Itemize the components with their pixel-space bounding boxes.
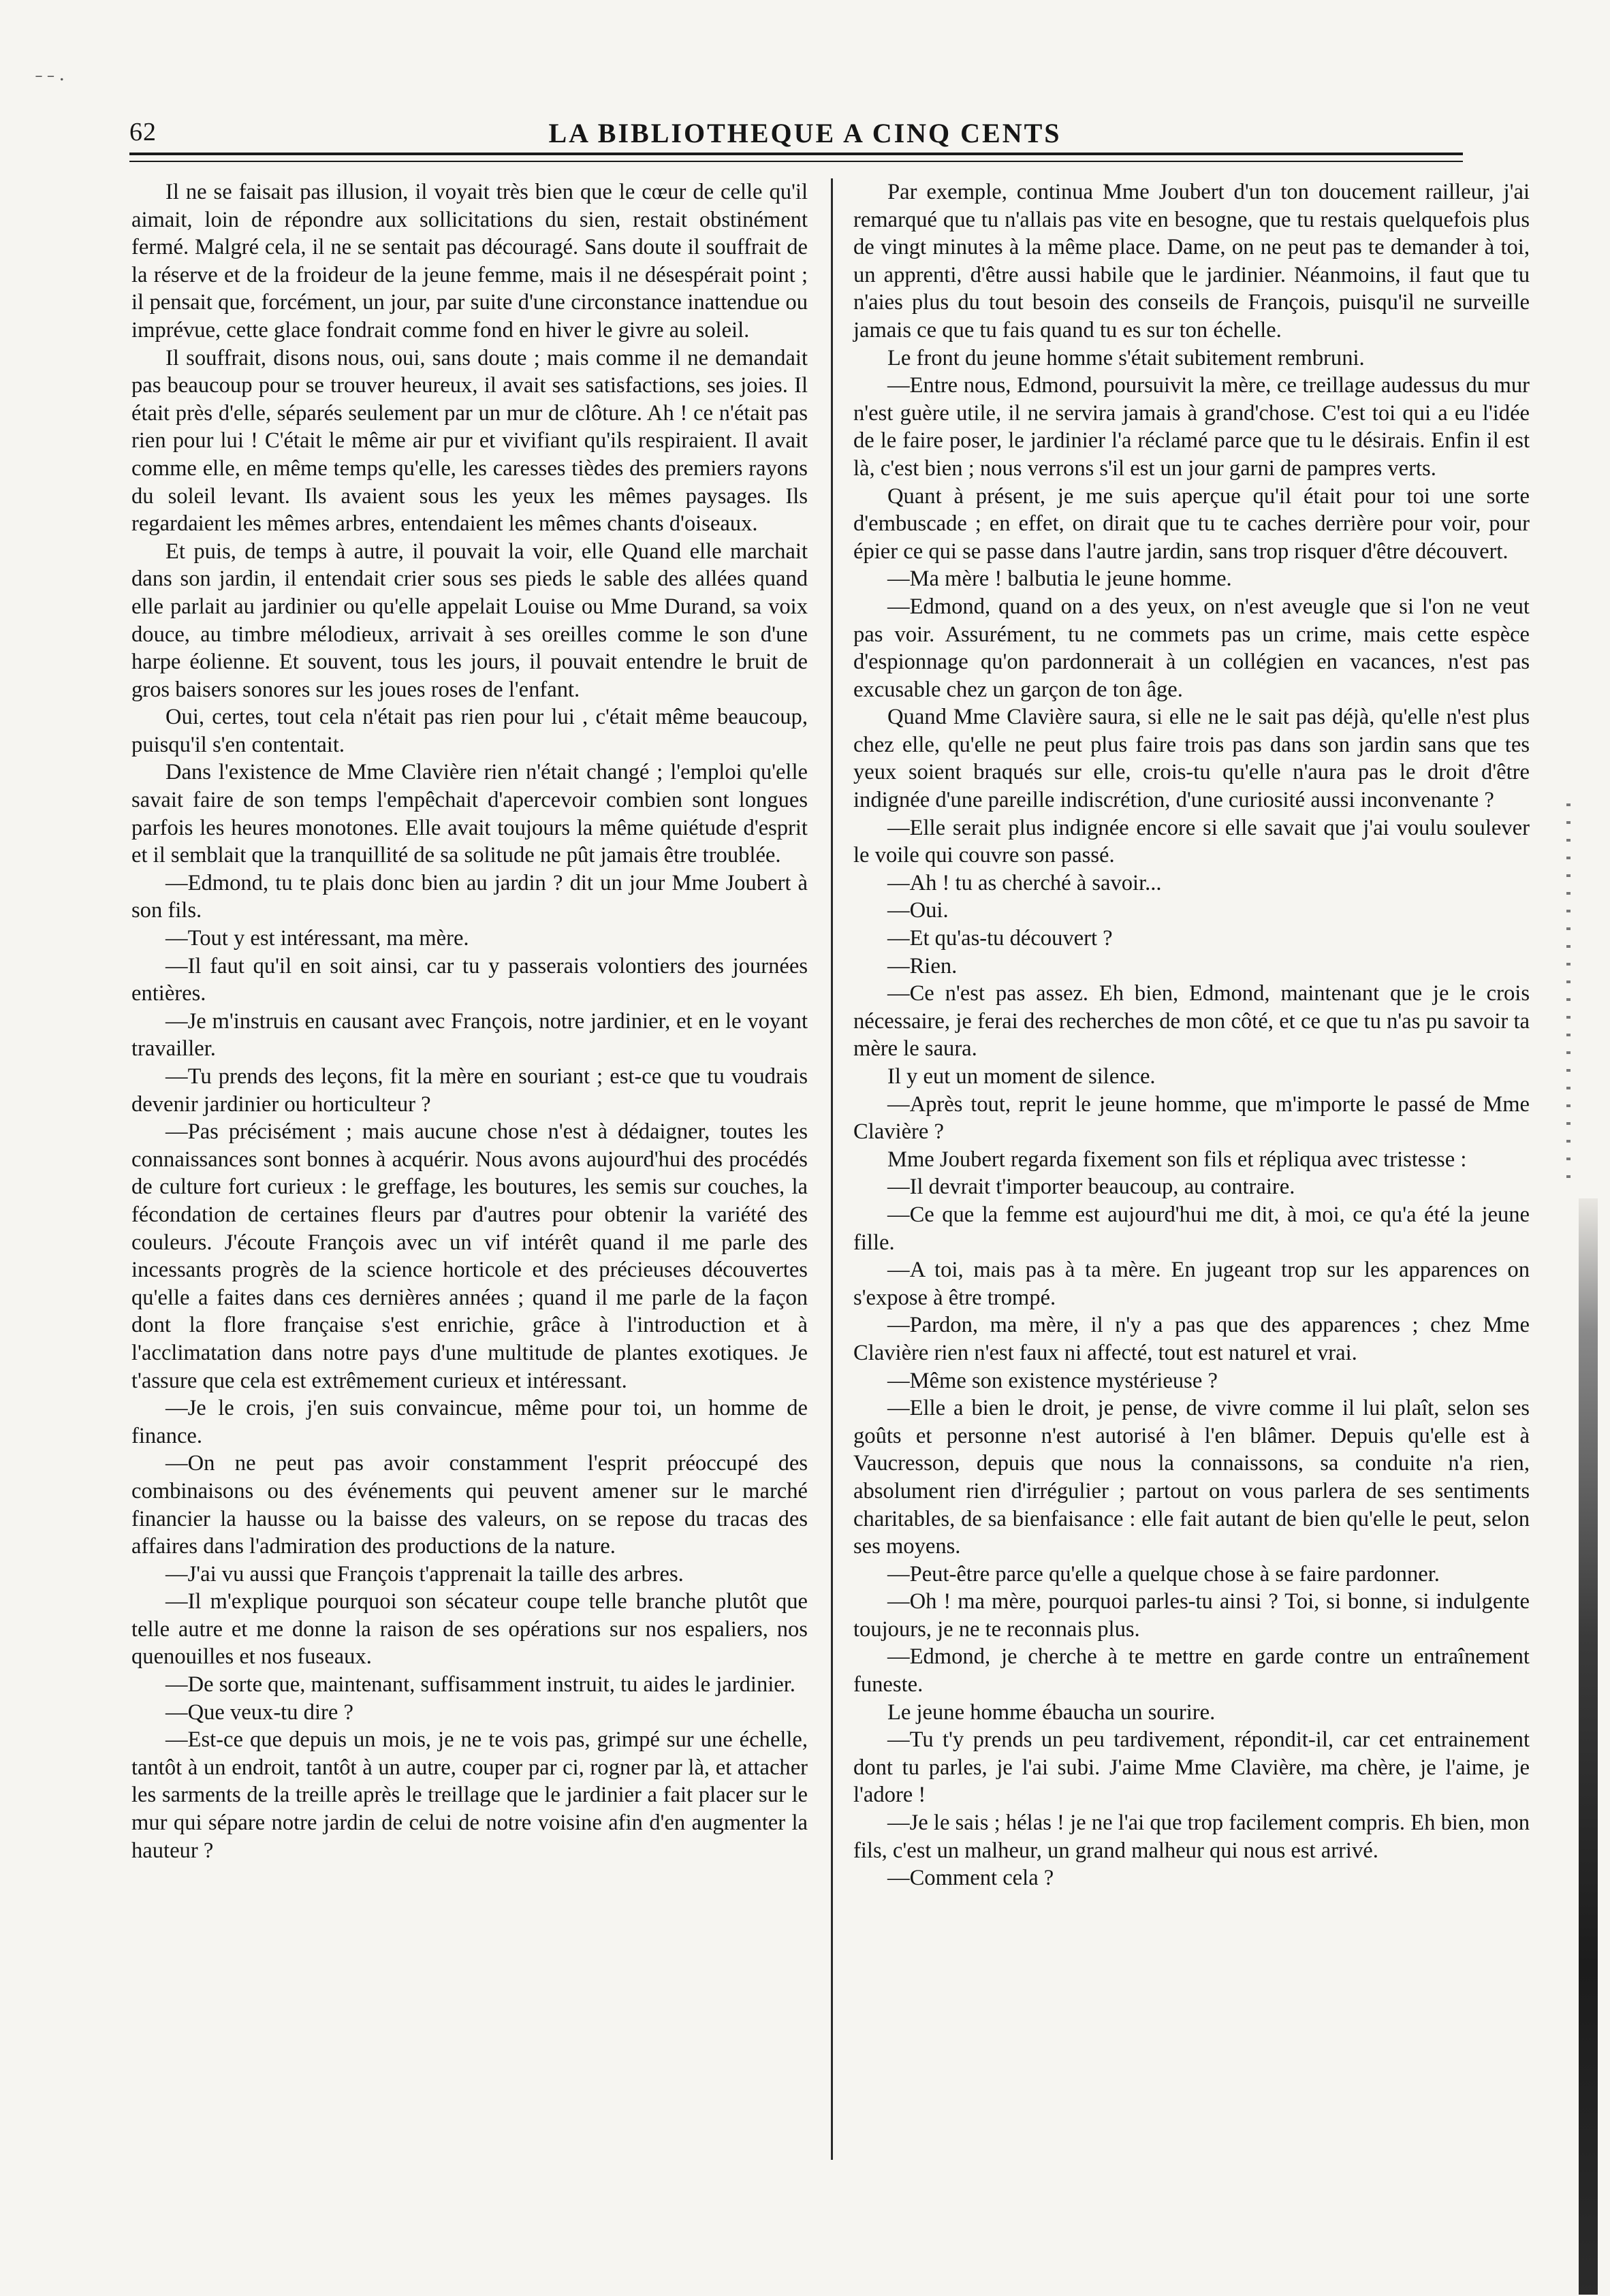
paragraph: Dans l'existence de Mme Clavière rien n'était changé ; l'emploi qu'elle savait faire de son temps l'empêchait d'apercevoir combien sont longues parfois les heures monotones. Elle avait toujours la même quiétude d'esprit et il semblait que la tranquillité de sa solitude ne pût jamais être troublée. xyxy=(131,760,808,868)
paragraph: —Pas précisément ; mais aucune chose n'est à dédaigner, toutes les connaissances sont bonnes à acquérir. Nous avons aujourd'hui des procédés de culture fort curieux : le greffage, les boutures, les semis sur couches, la fécondation de certaines fleurs par d'autres pour obtenir la variété des couleurs. J'écoute François avec un vif intérêt quand il me parle des incessants progrès de la science horticole et des précieuses découvertes qu'elle a faites dans ces dernières années ; quand il me parle de la façon dont la flore française s'est enrichie, grâce à l'introduction et à l'acclimatation dans notre pays d'une multitude de plantes exotiques. Je t'assure que cela est extrêmement curieux et intéressant. xyxy=(131,1119,808,1393)
paragraph: —Il m'explique pourquoi son sécateur coupe telle branche plutôt que telle autre et me donne la raison de ses opérations sur nos espaliers, nos quenouilles et nos fuseaux. xyxy=(131,1589,808,1670)
paragraph: Par exemple, continua Mme Joubert d'un ton doucement railleur, j'ai remarqué que tu n'allais pas vite en besogne, que tu restais quelquefois plus de vingt minutes à la même place. Dame, on ne peut pas te demander à toi, un apprenti, d'être aussi habile que le jardinier. Néanmoins, il faut que tu n'aies plus du tout besoin des conseils de François, puisqu'il ne surveille jamais ce que tu fais quand tu es sur ton échelle. xyxy=(853,180,1530,342)
paragraph: —Oh ! ma mère, pourquoi parles-tu ainsi ? Toi, si bonne, si indulgente toujours, je ne te reconnais plus. xyxy=(853,1589,1530,1642)
page-number: 62 xyxy=(129,118,157,146)
paragraph: Il y eut un moment de silence. xyxy=(887,1064,1156,1089)
paragraph: —Ce n'est pas assez. Eh bien, Edmond, maintenant que je le crois nécessaire, je ferai des recherches de mon côté, et ce que tu n'as pu savoir ta mère le saura. xyxy=(853,981,1530,1062)
paragraph: —Tout y est intéressant, ma mère. xyxy=(165,926,469,951)
paragraph: —Ah ! tu as cherché à savoir... xyxy=(887,870,1162,895)
paragraph: —Je le sais ; hélas ! je ne l'ai que trop facilement compris. Eh bien, mon fils, c'est un malheur, un grand malheur qui nous est arrivé. xyxy=(853,1811,1530,1863)
paragraph: —Peut-être parce qu'elle a quelque chose à se faire pardonner. xyxy=(887,1561,1440,1587)
paragraph: Il souffrait, disons nous, oui, sans doute ; mais comme il ne demandait pas beaucoup pour se trouver heureux, il avait ses satisfactions, ses joies. Il était près d'elle, séparés seulement par un mur de clôture. Ah ! ce n'était pas rien pour lui ! C'était le même air pur et vivifiant qu'ils respiraient. Il avait comme elle, en même temps qu'elle, les caresses tièdes des premiers rayons du soleil levant. Ils avaient sous les yeux les mêmes paysages. Ils regardaient les mêmes arbres, entendaient les mêmes chants d'oiseaux. xyxy=(131,345,808,537)
paragraph: —Tu t'y prends un peu tardivement, répondit-il, car cet entrainement dont tu parles, je l'ai subi. J'aime Mme Clavière, ma chère, je l'aime, je l'adore ! xyxy=(853,1727,1530,1808)
header-rule-thick xyxy=(129,153,1463,155)
paragraph: —Rien. xyxy=(887,953,958,978)
column-divider xyxy=(831,178,833,2160)
paragraph: —Ma mère ! balbutia le jeune homme. xyxy=(887,567,1232,592)
paragraph: —Pardon, ma mère, il n'y a pas que des apparences ; chez Mme Clavière rien n'est faux ni affecté, tout est naturel et vrai. xyxy=(853,1313,1530,1365)
paragraph: Quant à présent, je me suis aperçue qu'il était pour toi une sorte d'embuscade ; en effet, on dirait que tu te caches derrière pour voir, pour épier ce qui se passe dans l'autre jardin, sans trop risquer d'être découvert. xyxy=(853,483,1530,564)
paragraph: —A toi, mais pas à ta mère. En jugeant trop sur les apparences on s'expose à être trompé. xyxy=(853,1258,1530,1310)
header-rule-thin xyxy=(129,161,1463,162)
paragraph: —Même son existence mystérieuse ? xyxy=(887,1368,1218,1393)
paragraph: —Edmond, je cherche à te mettre en garde contre un entraînement funeste. xyxy=(853,1644,1530,1697)
paragraph: —Je le crois, j'en suis convaincue, même pour toi, un homme de finance. xyxy=(131,1396,808,1448)
scan-edge-shadow xyxy=(1579,1198,1598,2295)
paragraph: —J'ai vu aussi que François t'apprenait la taille des arbres. xyxy=(165,1561,684,1587)
paragraph: —Après tout, reprit le jeune homme, que m'importe le passé de Mme Clavière ? xyxy=(853,1091,1530,1145)
scan-corner-mark: ˗ ˗ . xyxy=(35,63,65,85)
paragraph: —Comment cela ? xyxy=(887,1866,1054,1891)
paragraph: Oui, certes, tout cela n'était pas rien pour lui , c'était même beaucoup, puisqu'il s'en contentait. xyxy=(131,705,808,757)
paragraph: Le jeune homme ébaucha un sourire. xyxy=(887,1700,1216,1725)
paragraph: Quand Mme Clavière saura, si elle ne le sait pas déjà, qu'elle n'est plus chez elle, qu'elle ne peut plus faire trois pas dans son jardin sans que tes yeux soient braqués sur elle, crois-tu qu'elle n'aura pas le droit d'être indignée d'une pareille indiscrétion, d'une curiosité aussi inconvenante ? xyxy=(853,705,1530,813)
paragraph: Le front du jeune homme s'était subitement rembruni. xyxy=(887,345,1365,370)
paragraph: —Je m'instruis en causant avec François, notre jardinier, et en le voyant travailler. xyxy=(131,1008,808,1062)
paragraph: —De sorte que, maintenant, suffisamment instruit, tu aides le jardinier. xyxy=(165,1672,795,1697)
running-head-title: LA BIBLIOTHEQUE A CINQ CENTS xyxy=(548,118,1062,148)
paragraph: —Tu prends des leçons, fit la mère en souriant ; est-ce que tu voudrais devenir jardinier ou horticulteur ? xyxy=(131,1064,808,1117)
paragraph: —Elle a bien le droit, je pense, de vivre comme il lui plaît, selon ses goûts et personne n'est autorisé à l'en blâmer. Depuis qu'elle est à Vaucresson, depuis que nous la connaissons, sa conduite n'a rien, absolument rien d'irrégulier ; partout on vous parlera de ses sentiments charitables, de sa bienfaisance : elle fait autant de bien qu'elle le peut, selon ses moyens. xyxy=(853,1396,1530,1559)
paragraph: Et puis, de temps à autre, il pouvait la voir, elle Quand elle marchait dans son jardin, il entendait crier sous ses pieds le sable des allées quand elle parlait au jardinier ou qu'elle appelait Louise ou Mme Durand, sa voix douce, au timbre mélodieux, arrivait à ses oreilles comme le son d'une harpe éolienne. Et souvent, tous les jours, il pouvait entendre le bruit de gros baisers sonores sur les joues roses de l'enfant. xyxy=(131,539,808,702)
right-column xyxy=(853,178,1530,1892)
paragraph: —Entre nous, Edmond, poursuivit la mère, ce treillage audessus du mur n'est guère utile, il ne servira jamais à grand'chose. C'est toi qui a eu l'idée de le faire poser, le jardinier l'a réclamé parce que tu le désirais. Enfin il est là, c'est bien ; nous verrons s'il est un jour garni de pampres verts. xyxy=(853,373,1530,481)
paragraph: —Que veux-tu dire ? xyxy=(165,1700,353,1725)
paragraph: —On ne peut pas avoir constamment l'esprit préoccupé des combinaisons ou des événements qui peuvent amener sur le marché financier la hausse ou la baisse des valeurs, on se repose du tracas des affaires dans l'admiration des productions de la nature. xyxy=(131,1451,808,1559)
paragraph: —Est-ce que depuis un mois, je ne te vois pas, grimpé sur une échelle, tantôt à un endroit, tantôt à un autre, couper par ci, rogner par là, et attacher les sarments de la treille après le treillage que le jardinier a fait placer sur le mur qui sépare notre jardin de celui de notre voisine afin d'en augmenter la hauteur ? xyxy=(131,1727,808,1863)
paragraph: —Il devrait t'importer beaucoup, au contraire. xyxy=(887,1175,1295,1200)
paragraph: —Oui. xyxy=(887,898,949,923)
paragraph: —Ce que la femme est aujourd'hui me dit, à moi, ce qu'a été la jeune fille. xyxy=(853,1202,1530,1255)
paragraph: —Elle serait plus indignée encore si elle savait que j'ai voulu soulever le voile qui couvre son passé. xyxy=(853,815,1530,868)
paragraph: —Edmond, tu te plais donc bien au jardin ? dit un jour Mme Joubert à son fils. xyxy=(131,870,808,923)
paragraph: —Il faut qu'il en soit ainsi, car tu y passerais volontiers des journées entières. xyxy=(131,953,808,1006)
paragraph: Mme Joubert regarda fixement son fils et répliqua avec tristesse : xyxy=(887,1147,1467,1172)
paragraph: —Et qu'as-tu découvert ? xyxy=(887,926,1113,951)
scan-edge-dots xyxy=(1566,803,1570,1185)
paragraph: —Edmond, quand on a des yeux, on n'est aveugle que si l'on ne veut pas voir. Assurément, tu ne commets pas un crime, mais cette espèce d'espionnage qu'on pardonnerait à un collégien en vacances, n'est pas excusable chez un garçon de ton âge. xyxy=(853,594,1530,702)
paragraph: Il ne se faisait pas illusion, il voyait très bien que le cœur de celle qu'il aimait, loin de répondre aux sollicitations du sien, restait obstinément fermé. Malgré cela, il ne se sentait pas découragé. Sans doute il souffrait de la réserve et de la froideur de la jeune femme, mais il ne désespérait point ; il pensait que, forcément, un jour, par suite d'une circonstance inattendue ou imprévue, cette glace fondrait comme fond en hiver le givre au soleil. xyxy=(131,180,808,342)
left-column xyxy=(131,178,808,1864)
